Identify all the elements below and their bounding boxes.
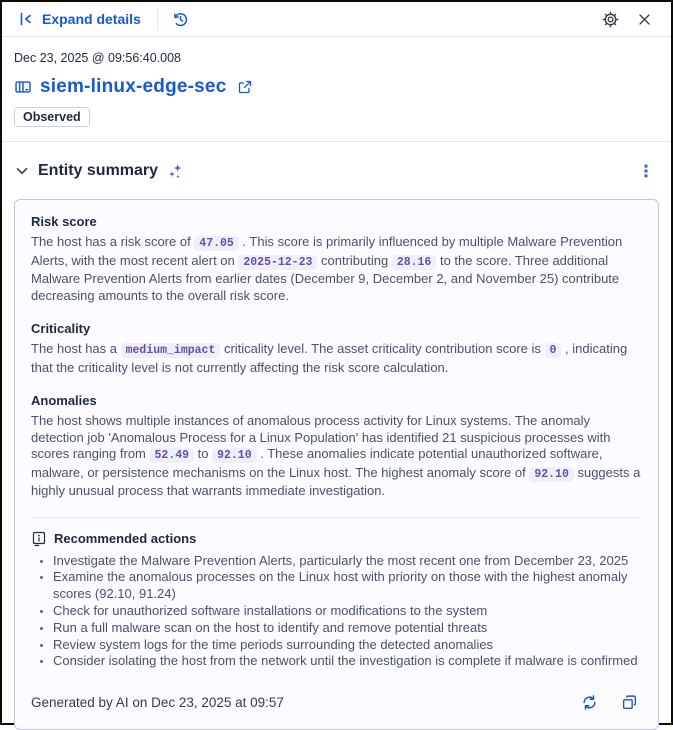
flyout-header bbox=[2, 2, 671, 37]
recommended-action-item: • Check for unauthorized software installations or modifications to the system bbox=[53, 603, 642, 619]
inline-code-value: 52.49 bbox=[150, 448, 195, 463]
summary-footer bbox=[31, 690, 642, 716]
readme-icon bbox=[31, 531, 47, 547]
section-heading: Criticality bbox=[31, 321, 91, 336]
panel-divider bbox=[31, 517, 642, 518]
recommended-actions-list bbox=[31, 553, 642, 670]
entity-name-link[interactable]: siem-linux-edge-sec bbox=[40, 76, 227, 97]
inline-code-value: 28.16 bbox=[392, 255, 437, 270]
settings-button[interactable] bbox=[597, 6, 623, 32]
chevron-down-icon bbox=[14, 163, 30, 179]
open-entity-button[interactable] bbox=[234, 76, 256, 98]
recommended-action-item: • Examine the anomalous processes on the Linux host with priority on those with the highest anomaly scores (92.10, 91.24) bbox=[53, 569, 642, 602]
event-timestamp: Dec 23, 2025 @ 09:56:40.008 bbox=[14, 51, 181, 65]
summary-section bbox=[31, 393, 642, 500]
summary-section bbox=[31, 321, 642, 376]
copy-button[interactable] bbox=[616, 690, 642, 716]
entity-summary-header bbox=[14, 158, 659, 184]
status-badge: Observed bbox=[14, 107, 90, 127]
entity-summary-title: Entity summary bbox=[38, 162, 159, 179]
history-button[interactable] bbox=[168, 6, 194, 32]
section-heading: Risk score bbox=[31, 214, 97, 229]
entity-summary-toggle[interactable] bbox=[14, 162, 184, 180]
close-button[interactable] bbox=[631, 6, 657, 32]
summary-section bbox=[31, 214, 642, 304]
section-divider bbox=[2, 141, 671, 142]
entity-summary-panel bbox=[14, 199, 659, 730]
expand-details-label: Expand details bbox=[42, 11, 141, 27]
section-heading: Anomalies bbox=[31, 393, 97, 408]
external-link-icon bbox=[237, 79, 253, 95]
vertical-dots-icon bbox=[639, 163, 653, 179]
recommended-action-item: • Run a full malware scan on the host to identify and remove potential threats bbox=[53, 620, 642, 636]
header-separator bbox=[157, 8, 158, 30]
expand-details-button[interactable] bbox=[12, 7, 147, 31]
generated-by-ai-label: Generated by AI on Dec 23, 2025 at 09:57 bbox=[31, 695, 284, 711]
inline-code-value: 92.10 bbox=[529, 467, 574, 482]
recommended-actions-title: Recommended actions bbox=[54, 531, 197, 546]
recommended-action-item: • Review system logs for the time periods surrounding the detected anomalies bbox=[53, 637, 642, 653]
section-paragraph: The host shows multiple instances of anomalous process activity for Linux systems. The anomaly detection job 'Anomalous Process for a Linux Population' has identified 21 suspicious processes with scores ranging from 52.49 to 92.10 . These anomalies indicate potential unauthorized software, malware, or persistence mechanisms on the Linux host. The highest anomaly score of 92.10 suggests a highly unusual process that warrants immediate investigation. bbox=[31, 413, 641, 498]
history-clock-icon bbox=[172, 11, 189, 28]
collapse-left-icon bbox=[18, 11, 34, 27]
regenerate-button[interactable] bbox=[576, 690, 602, 716]
recommended-actions-header bbox=[31, 531, 642, 547]
summary-sections bbox=[31, 214, 642, 500]
refresh-icon bbox=[581, 694, 598, 711]
inline-code-value: 0 bbox=[545, 343, 562, 358]
inline-code-value: medium_impact bbox=[121, 343, 221, 358]
copy-icon bbox=[621, 694, 638, 711]
host-storage-icon bbox=[14, 78, 32, 96]
recommended-action-item: • Investigate the Malware Prevention Alerts, particularly the most recent one from December 23, 2025 bbox=[53, 553, 642, 569]
recommended-action-item: • Consider isolating the host from the network until the investigation is complete if malware is confirmed bbox=[53, 653, 642, 669]
inline-code-value: 92.10 bbox=[212, 448, 257, 463]
sparkles-icon bbox=[166, 162, 184, 180]
gear-icon bbox=[602, 11, 619, 28]
inline-code-value: 47.05 bbox=[194, 236, 239, 251]
summary-menu-button[interactable] bbox=[633, 158, 659, 184]
section-paragraph: The host has a medium_impact criticality level. The asset criticality contribution score is 0 , indicating that the criticality level is not currently affecting the risk score calculation. bbox=[31, 341, 628, 375]
close-icon bbox=[637, 12, 652, 27]
entity-title-row bbox=[14, 76, 659, 98]
section-paragraph: The host has a risk score of 47.05 . This score is primarily influenced by multiple Malware Prevention Alerts, with the most recent alert on 2025-12-23 contributing 28.16 to the score. Three additional Malware Prevention Alerts from earlier dates (December 9, December 2, and November 25) contribute decreasing amounts to the overall risk score. bbox=[31, 234, 623, 303]
inline-code-value: 2025-12-23 bbox=[238, 255, 317, 270]
